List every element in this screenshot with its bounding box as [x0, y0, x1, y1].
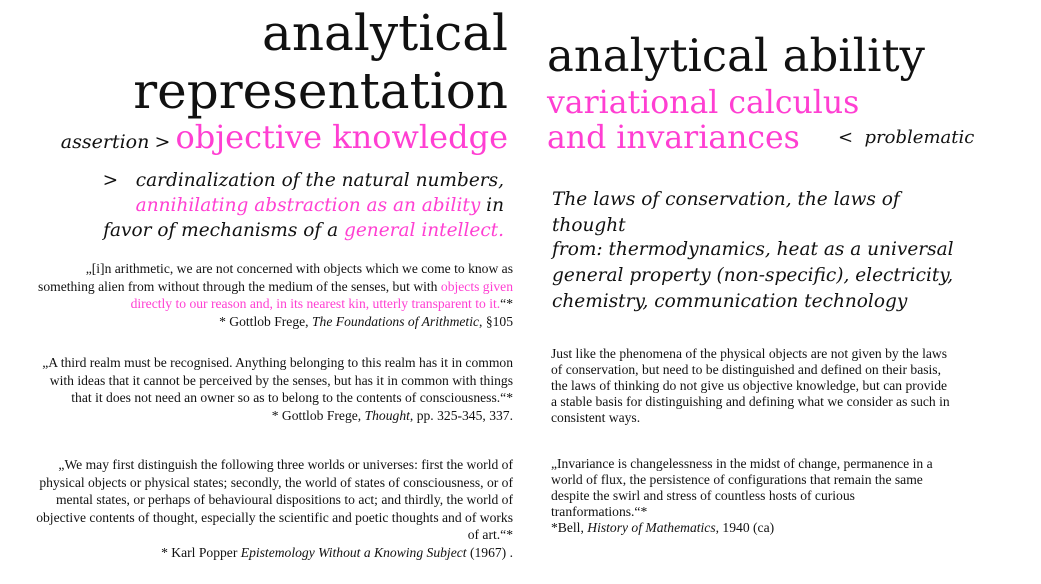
objective-knowledge-heading: objective knowledge	[175, 118, 508, 156]
left-title-line1: analytical	[262, 4, 508, 62]
quote-body: „Invariance is changelessness in the midst of change, permanence in a world of flux, the persistence of configurations that remain the same despite the swirl and stress of countless hosts of curious tranformations.“*	[551, 456, 933, 519]
quote-pink-phrase: objects given directly to our reason and, in its nearest kin, utterly transparent to it.	[130, 278, 513, 311]
quote-citation	[33, 313, 513, 331]
cite-author: * Karl Popper	[161, 544, 241, 560]
cite-ref: (1967) .	[466, 544, 513, 560]
left-title-line2: representation	[133, 62, 508, 120]
bell-quote	[551, 456, 951, 536]
quote-citation	[551, 520, 951, 536]
left-title	[8, 4, 508, 120]
cite-ref: , §105	[479, 313, 513, 329]
cite-author: * Gottlob Frege,	[271, 407, 365, 423]
less-than-arrow: <	[838, 127, 854, 148]
cite-ref: , 1940 (ca)	[715, 520, 775, 535]
phenomena-paragraph: Just like the phenomena of the physical objects are not given by the laws of conservation, but need to be distinguished and defined on their basis, the laws of thinking do not give us objective knowledge, but can provide a stable basis for distinguishing and defining what we consider as such in consistent ways.	[551, 346, 950, 425]
lead-after-pink: in	[480, 195, 504, 216]
right-title: analytical ability	[547, 29, 925, 82]
assertion-label: assertion	[60, 131, 150, 153]
quote-text: „[i]n arithmetic, we are not concerned with objects which we come to know as something alien from without through the medium of the senses, but with	[38, 261, 513, 294]
quote-citation	[33, 544, 513, 562]
frege-arithmetic-quote	[33, 260, 513, 330]
left-lead-line1	[84, 168, 504, 193]
problematic-text: problematic	[864, 127, 975, 148]
cite-title: Thought	[364, 407, 410, 423]
left-lead-line2	[84, 193, 504, 218]
cite-title: History of Mathematics	[587, 520, 716, 535]
right-subtitle	[547, 86, 859, 156]
cite-ref: , pp. 325-345, 337.	[409, 407, 513, 423]
greater-than-arrow: >	[154, 131, 171, 153]
popper-quote	[33, 456, 513, 561]
quote-body	[33, 260, 513, 313]
left-lead-statement	[84, 168, 504, 243]
general-intellect-phrase: general intellect.	[344, 220, 504, 241]
cite-title: Epistemology Without a Knowing Subject	[240, 544, 467, 560]
cite-author: * Gottlob Frege,	[219, 313, 312, 329]
laws-statement: The laws of conservation, the laws of thought	[552, 189, 900, 236]
from-statement: from: thermodynamics, heat as a universal general property (non-specific), electricity, chemistry, communication technology	[552, 239, 954, 312]
left-subtitle	[0, 118, 508, 156]
frege-thought-quote	[33, 354, 513, 424]
right-subtitle-line1: variational calculus	[547, 85, 860, 121]
quote-body: „A third realm must be recognised. Anything belonging to this realm has it in common with ideas that it cannot be perceived by the senses, but has it in common with things that it does not need an owner so as to belong to the contents of consciousness.“*	[42, 355, 513, 405]
lead-line3-text: favor of mechanisms of a	[103, 220, 344, 241]
quote-end: “*	[500, 296, 513, 311]
right-subtitle-line2: and invariances	[547, 120, 800, 156]
left-lead-line3	[84, 218, 504, 243]
problematic-label	[838, 127, 974, 148]
quote-body: „We may first distinguish the following three worlds or universes: first the world of physical objects or physical states; secondly, the world of states of consciousness, or of mental states, or perhaps of behavioural dispositions to act; and thirdly, the world of objective contents of thought, especially the scientific and poetic thoughts and of works of art.“*	[36, 457, 513, 542]
cite-author: *Bell,	[551, 520, 588, 535]
lead-arrow: >	[102, 170, 119, 191]
lead-text: cardinalization of the natural numbers,	[135, 170, 504, 191]
lead-pink-phrase: annihilating abstraction as an ability	[135, 195, 481, 216]
quote-citation	[33, 407, 513, 425]
cite-title: The Foundations of Arithmetic	[311, 313, 480, 329]
